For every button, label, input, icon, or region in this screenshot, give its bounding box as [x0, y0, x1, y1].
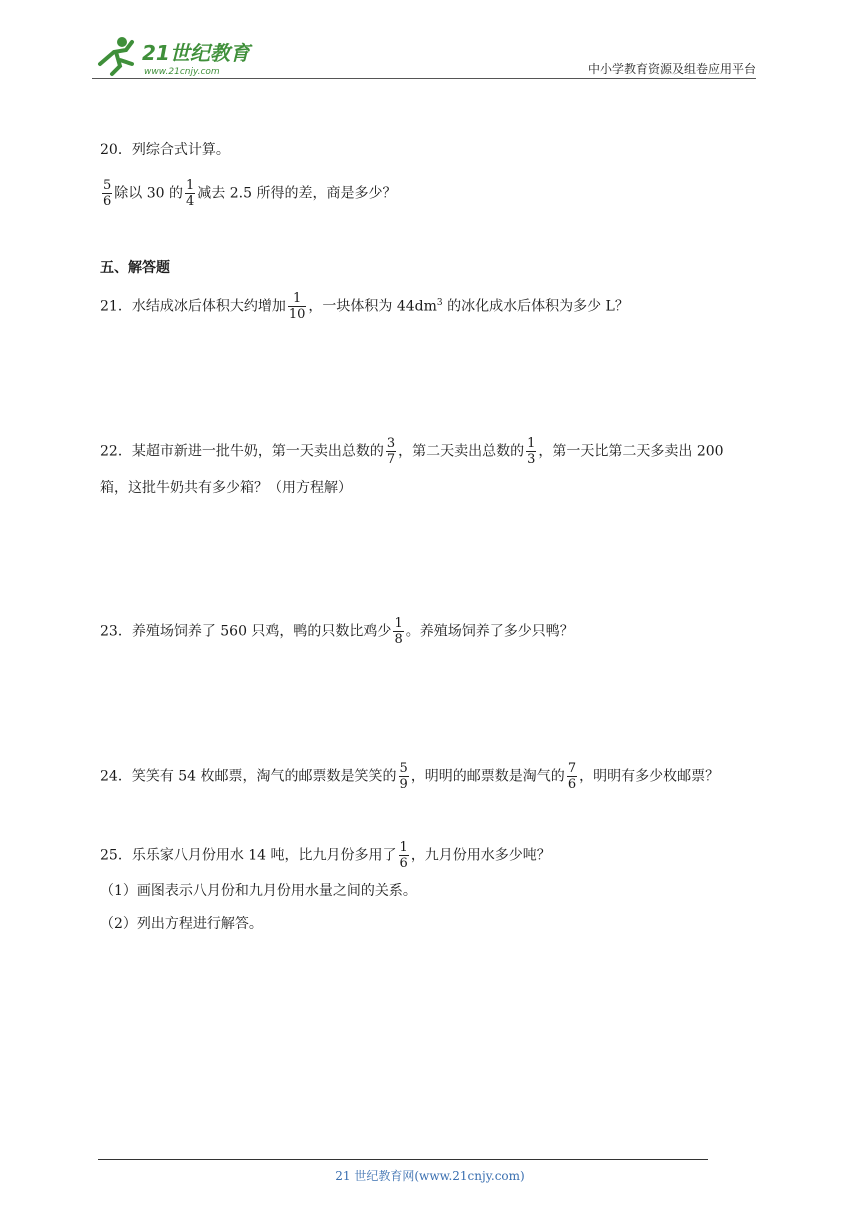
fraction: $\frac{5}{9}$: [399, 761, 408, 792]
logo-text: 21世纪教育: [142, 41, 250, 65]
runner-logo-icon: [100, 37, 132, 74]
fraction: $\frac{5}{6}$: [103, 178, 112, 209]
q24-text: 24．笑笑有 54 枚邮票，淘气的邮票数是笑笑的 $\frac{5}{9}$ ，明明的邮票数是淘气的 $\frac{7}{6}$ ，明明有多少枚邮票？: [100, 761, 720, 792]
q25-subquestion-1: （1）画图表示八月份和九月份用水量之间的关系。: [100, 883, 417, 899]
platform-name: 中小学教育资源及组卷应用平台: [587, 62, 756, 76]
fraction: $\frac{1}{6}$: [399, 840, 408, 871]
fraction: $\frac{3}{7}$: [386, 436, 396, 467]
q22-text: 22．某超市新进一批牛奶，第一天卖出总数的 $\frac{3}{7}$ ，第二天卖出总数的 $\frac{1}{3}$ ，第一天比第二天多卖出 200: [100, 436, 724, 467]
fraction: $\frac{1}{3}$: [527, 436, 536, 467]
q20-text: $\frac{5}{6}$ 除以 30 的 $\frac{1}{4}$ 减去 2.5 所得的差，商是多少？: [103, 178, 397, 209]
q22-text-line2: 箱，这批牛奶共有多少箱？（用方程解）: [100, 480, 352, 496]
q20-title: 20．列综合式计算。: [100, 142, 230, 158]
fraction: $\frac{7}{6}$: [567, 761, 577, 792]
site-logo: [92, 34, 262, 78]
q25-text: 25．乐乐家八月份用水 14 吨，比九月份多用了 $\frac{1}{6}$ ，九月份用水多少吨？: [100, 840, 551, 871]
q25-subquestion-2: （2）列出方程进行解答。: [100, 916, 263, 932]
q21-text: 21．水结成冰后体积大约增加 $\frac{1}{10}$ ，一块体积为 $44dm^3$ 的冰化成水后体积为多少 L？: [100, 291, 629, 322]
fraction: $\frac{1}{10}$: [288, 291, 306, 322]
logo-url: www.21cnjy.com: [144, 67, 220, 77]
q23-text: 23．养殖场饲养了 560 只鸡，鸭的只数比鸡少 $\frac{1}{8}$ 。养殖场饲养了多少只鸭？: [100, 616, 574, 647]
footer-divider: [98, 1159, 708, 1160]
fraction: $\frac{1}{4}$: [186, 178, 195, 209]
header-divider: [92, 78, 756, 79]
fraction: $\frac{1}{8}$: [394, 616, 403, 647]
footer-link[interactable]: 21 世纪教育网(www.21cnjy.com): [335, 1169, 525, 1183]
section-title: 五、解答题: [100, 260, 170, 276]
